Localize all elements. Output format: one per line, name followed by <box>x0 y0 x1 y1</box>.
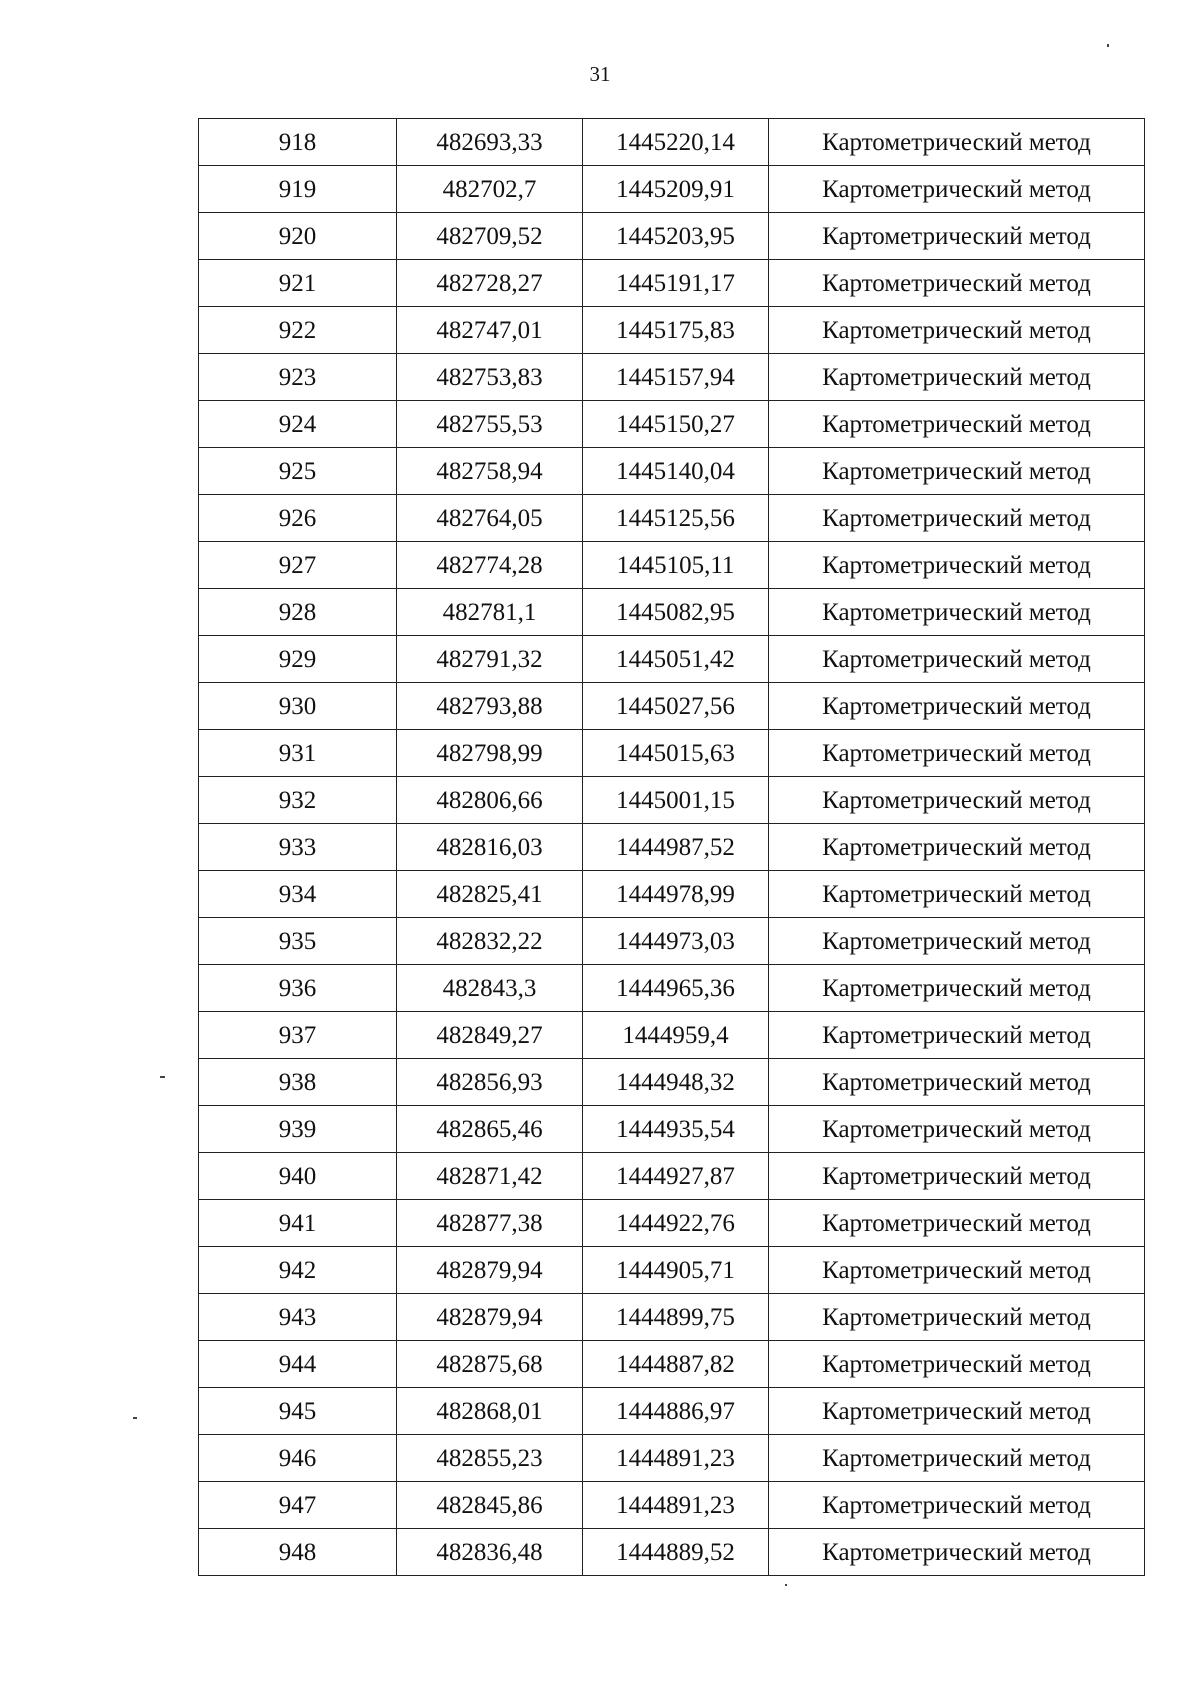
x-coordinate-cell: 482879,94 <box>397 1247 583 1294</box>
table-row <box>199 354 1145 401</box>
y-coordinate-cell: 1444973,03 <box>583 918 769 965</box>
point-number-cell: 918 <box>199 119 397 166</box>
method-cell: Картометрический метод <box>769 777 1145 824</box>
table-row <box>199 1435 1145 1482</box>
x-coordinate-cell: 482877,38 <box>397 1200 583 1247</box>
x-coordinate-cell: 482843,3 <box>397 965 583 1012</box>
x-coordinate-cell: 482793,88 <box>397 683 583 730</box>
table-row <box>199 1200 1145 1247</box>
point-number-cell: 922 <box>199 307 397 354</box>
x-coordinate-cell: 482747,01 <box>397 307 583 354</box>
y-coordinate-cell: 1445175,83 <box>583 307 769 354</box>
method-cell: Картометрический метод <box>769 260 1145 307</box>
y-coordinate-cell: 1444887,82 <box>583 1341 769 1388</box>
x-coordinate-cell: 482855,23 <box>397 1435 583 1482</box>
x-coordinate-cell: 482875,68 <box>397 1341 583 1388</box>
scan-speck <box>160 1076 165 1078</box>
point-number-cell: 935 <box>199 918 397 965</box>
point-number-cell: 934 <box>199 871 397 918</box>
method-cell: Картометрический метод <box>769 730 1145 777</box>
method-cell: Картометрический метод <box>769 871 1145 918</box>
point-number-cell: 930 <box>199 683 397 730</box>
table-row <box>199 213 1145 260</box>
table-row <box>199 1012 1145 1059</box>
x-coordinate-cell: 482806,66 <box>397 777 583 824</box>
page-number: 31 <box>589 62 611 86</box>
x-coordinate-cell: 482709,52 <box>397 213 583 260</box>
method-cell: Картометрический метод <box>769 824 1145 871</box>
x-coordinate-cell: 482774,28 <box>397 542 583 589</box>
point-number-cell: 944 <box>199 1341 397 1388</box>
y-coordinate-cell: 1444935,54 <box>583 1106 769 1153</box>
table-row <box>199 1388 1145 1435</box>
table-row <box>199 401 1145 448</box>
x-coordinate-cell: 482865,46 <box>397 1106 583 1153</box>
method-cell: Картометрический метод <box>769 354 1145 401</box>
table-row <box>199 1153 1145 1200</box>
method-cell: Картометрический метод <box>769 1200 1145 1247</box>
method-cell: Картометрический метод <box>769 119 1145 166</box>
y-coordinate-cell: 1445082,95 <box>583 589 769 636</box>
point-number-cell: 921 <box>199 260 397 307</box>
y-coordinate-cell: 1445191,17 <box>583 260 769 307</box>
point-number-cell: 936 <box>199 965 397 1012</box>
point-number-cell: 945 <box>199 1388 397 1435</box>
method-cell: Картометрический метод <box>769 683 1145 730</box>
point-number-cell: 938 <box>199 1059 397 1106</box>
table-row <box>199 260 1145 307</box>
y-coordinate-cell: 1444959,4 <box>583 1012 769 1059</box>
table-row <box>199 683 1145 730</box>
method-cell: Картометрический метод <box>769 1529 1145 1576</box>
table-row <box>199 777 1145 824</box>
method-cell: Картометрический метод <box>769 213 1145 260</box>
method-cell: Картометрический метод <box>769 1106 1145 1153</box>
y-coordinate-cell: 1445203,95 <box>583 213 769 260</box>
x-coordinate-cell: 482871,42 <box>397 1153 583 1200</box>
point-number-cell: 939 <box>199 1106 397 1153</box>
scan-speck <box>1107 44 1109 47</box>
table-row <box>199 1059 1145 1106</box>
coordinates-table <box>198 118 1145 1576</box>
x-coordinate-cell: 482879,94 <box>397 1294 583 1341</box>
y-coordinate-cell: 1444905,71 <box>583 1247 769 1294</box>
x-coordinate-cell: 482836,48 <box>397 1529 583 1576</box>
x-coordinate-cell: 482791,32 <box>397 636 583 683</box>
table-row <box>199 589 1145 636</box>
y-coordinate-cell: 1444889,52 <box>583 1529 769 1576</box>
table-row <box>199 1482 1145 1529</box>
x-coordinate-cell: 482845,86 <box>397 1482 583 1529</box>
method-cell: Картометрический метод <box>769 1482 1145 1529</box>
x-coordinate-cell: 482758,94 <box>397 448 583 495</box>
point-number-cell: 926 <box>199 495 397 542</box>
table-row <box>199 495 1145 542</box>
point-number-cell: 933 <box>199 824 397 871</box>
y-coordinate-cell: 1445150,27 <box>583 401 769 448</box>
point-number-cell: 937 <box>199 1012 397 1059</box>
y-coordinate-cell: 1444886,97 <box>583 1388 769 1435</box>
table-row <box>199 730 1145 777</box>
point-number-cell: 932 <box>199 777 397 824</box>
method-cell: Картометрический метод <box>769 401 1145 448</box>
y-coordinate-cell: 1444927,87 <box>583 1153 769 1200</box>
table-row <box>199 166 1145 213</box>
method-cell: Картометрический метод <box>769 1388 1145 1435</box>
point-number-cell: 946 <box>199 1435 397 1482</box>
table-row <box>199 119 1145 166</box>
y-coordinate-cell: 1445125,56 <box>583 495 769 542</box>
y-coordinate-cell: 1445015,63 <box>583 730 769 777</box>
method-cell: Картометрический метод <box>769 636 1145 683</box>
method-cell: Картометрический метод <box>769 542 1145 589</box>
method-cell: Картометрический метод <box>769 1153 1145 1200</box>
scan-speck <box>133 1417 137 1419</box>
method-cell: Картометрический метод <box>769 1435 1145 1482</box>
y-coordinate-cell: 1444965,36 <box>583 965 769 1012</box>
y-coordinate-cell: 1444978,99 <box>583 871 769 918</box>
method-cell: Картометрический метод <box>769 166 1145 213</box>
y-coordinate-cell: 1445209,91 <box>583 166 769 213</box>
y-coordinate-cell: 1444987,52 <box>583 824 769 871</box>
point-number-cell: 943 <box>199 1294 397 1341</box>
table-row <box>199 1294 1145 1341</box>
table-row <box>199 542 1145 589</box>
point-number-cell: 940 <box>199 1153 397 1200</box>
method-cell: Картометрический метод <box>769 1341 1145 1388</box>
x-coordinate-cell: 482702,7 <box>397 166 583 213</box>
x-coordinate-cell: 482856,93 <box>397 1059 583 1106</box>
x-coordinate-cell: 482781,1 <box>397 589 583 636</box>
method-cell: Картометрический метод <box>769 918 1145 965</box>
method-cell: Картометрический метод <box>769 448 1145 495</box>
point-number-cell: 923 <box>199 354 397 401</box>
x-coordinate-cell: 482755,53 <box>397 401 583 448</box>
table-row <box>199 1247 1145 1294</box>
table-row <box>199 1106 1145 1153</box>
y-coordinate-cell: 1445157,94 <box>583 354 769 401</box>
x-coordinate-cell: 482693,33 <box>397 119 583 166</box>
table-row <box>199 1341 1145 1388</box>
point-number-cell: 929 <box>199 636 397 683</box>
point-number-cell: 925 <box>199 448 397 495</box>
x-coordinate-cell: 482825,41 <box>397 871 583 918</box>
method-cell: Картометрический метод <box>769 307 1145 354</box>
method-cell: Картометрический метод <box>769 1294 1145 1341</box>
table-row <box>199 824 1145 871</box>
y-coordinate-cell: 1445220,14 <box>583 119 769 166</box>
x-coordinate-cell: 482832,22 <box>397 918 583 965</box>
table-row <box>199 307 1145 354</box>
table-row <box>199 448 1145 495</box>
point-number-cell: 942 <box>199 1247 397 1294</box>
y-coordinate-cell: 1444891,23 <box>583 1435 769 1482</box>
point-number-cell: 919 <box>199 166 397 213</box>
y-coordinate-cell: 1444899,75 <box>583 1294 769 1341</box>
point-number-cell: 927 <box>199 542 397 589</box>
method-cell: Картометрический метод <box>769 1247 1145 1294</box>
x-coordinate-cell: 482764,05 <box>397 495 583 542</box>
y-coordinate-cell: 1445140,04 <box>583 448 769 495</box>
method-cell: Картометрический метод <box>769 1059 1145 1106</box>
method-cell: Картометрический метод <box>769 965 1145 1012</box>
point-number-cell: 928 <box>199 589 397 636</box>
point-number-cell: 920 <box>199 213 397 260</box>
table-row <box>199 636 1145 683</box>
x-coordinate-cell: 482753,83 <box>397 354 583 401</box>
point-number-cell: 924 <box>199 401 397 448</box>
y-coordinate-cell: 1445001,15 <box>583 777 769 824</box>
table-row <box>199 871 1145 918</box>
x-coordinate-cell: 482798,99 <box>397 730 583 777</box>
x-coordinate-cell: 482816,03 <box>397 824 583 871</box>
y-coordinate-cell: 1444891,23 <box>583 1482 769 1529</box>
y-coordinate-cell: 1444922,76 <box>583 1200 769 1247</box>
y-coordinate-cell: 1445051,42 <box>583 636 769 683</box>
scan-speck <box>785 1584 787 1586</box>
x-coordinate-cell: 482849,27 <box>397 1012 583 1059</box>
table-row <box>199 918 1145 965</box>
y-coordinate-cell: 1444948,32 <box>583 1059 769 1106</box>
method-cell: Картометрический метод <box>769 495 1145 542</box>
method-cell: Картометрический метод <box>769 1012 1145 1059</box>
point-number-cell: 941 <box>199 1200 397 1247</box>
y-coordinate-cell: 1445027,56 <box>583 683 769 730</box>
x-coordinate-cell: 482868,01 <box>397 1388 583 1435</box>
table-row <box>199 965 1145 1012</box>
point-number-cell: 947 <box>199 1482 397 1529</box>
point-number-cell: 948 <box>199 1529 397 1576</box>
method-cell: Картометрический метод <box>769 589 1145 636</box>
x-coordinate-cell: 482728,27 <box>397 260 583 307</box>
table-row <box>199 1529 1145 1576</box>
coordinates-table-body <box>199 119 1145 1576</box>
point-number-cell: 931 <box>199 730 397 777</box>
y-coordinate-cell: 1445105,11 <box>583 542 769 589</box>
